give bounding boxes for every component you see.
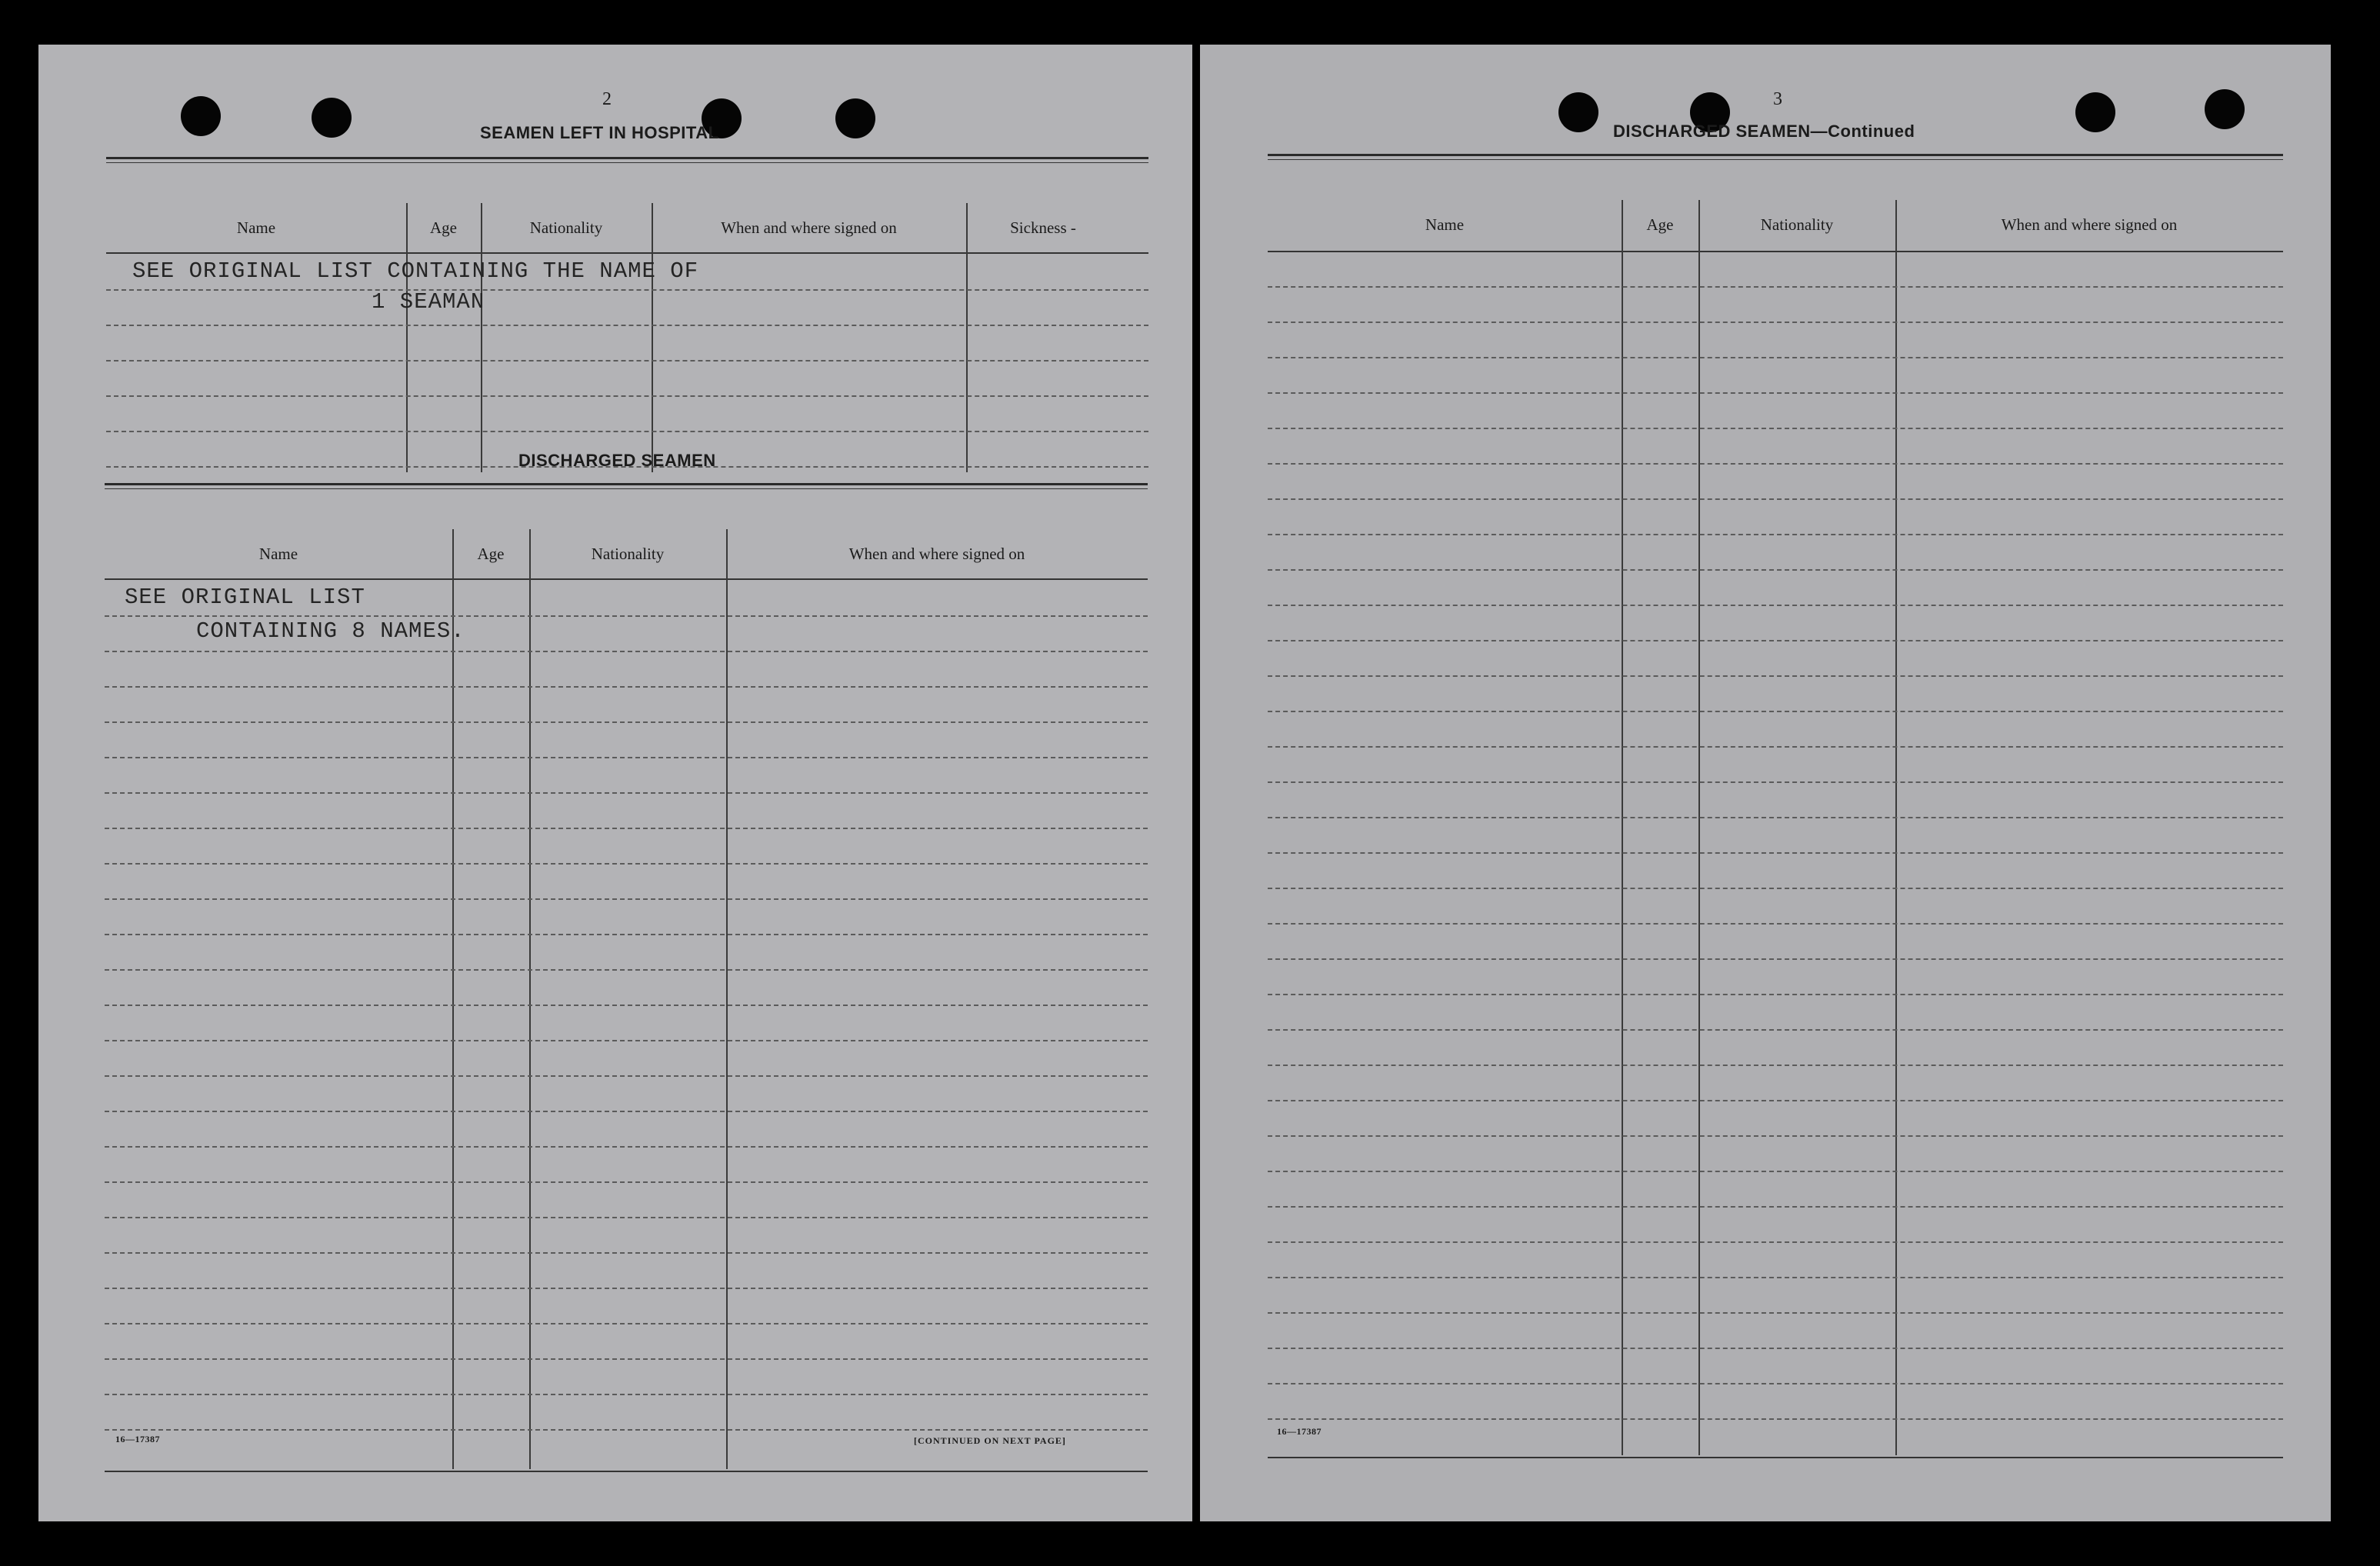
typed-note-hospital-2: 1 SEAMAN: [372, 289, 485, 315]
hospital-table: [106, 157, 1148, 472]
page-number: 3: [1773, 89, 1782, 109]
punch-hole-1: [1558, 92, 1598, 132]
discharged-continued-table: [1268, 154, 2283, 1461]
typed-note-discharged-1: SEE ORIGINAL LIST: [125, 585, 365, 610]
hospital-section-title: SEAMEN LEFT IN HOSPITAL: [480, 123, 719, 142]
form-number: 16—17387: [1277, 1426, 1322, 1437]
typed-note-discharged-2: CONTAINING 8 NAMES.: [196, 618, 465, 644]
col-header-nationality: Nationality: [529, 218, 603, 237]
col-header-signed-on: When and where signed on: [848, 545, 1025, 563]
col-header-age: Age: [1646, 215, 1674, 234]
left-page: [38, 45, 1192, 1521]
punch-hole-3: [2075, 92, 2115, 132]
col-header-nationality: Nationality: [1760, 215, 1834, 234]
right-page: [1200, 45, 2331, 1521]
col-header-signed-on: When and where signed on: [2001, 215, 2178, 234]
section-title: [1613, 122, 1915, 142]
punch-hole-2: [312, 98, 352, 138]
col-header-sickness: Sickness -: [1010, 218, 1076, 237]
col-header-age: Age: [477, 545, 505, 563]
punch-hole-4: [2205, 89, 2245, 129]
col-header-name: Name: [1425, 215, 1465, 234]
col-header-name: Name: [258, 545, 298, 563]
form-number: 16—17387: [115, 1434, 160, 1444]
col-header-age: Age: [430, 218, 457, 237]
page-number: 2: [602, 89, 612, 109]
typed-note-hospital-1: SEE ORIGINAL LIST CONTAINING THE NAME OF: [132, 258, 699, 284]
section-title-main: DISCHARGED SEAMEN: [1613, 122, 1811, 141]
section-title-suffix: —Continued: [1810, 122, 1915, 141]
col-header-nationality: Nationality: [591, 545, 665, 563]
col-header-name: Name: [236, 218, 276, 237]
punch-hole-4: [835, 98, 875, 138]
continued-note: [CONTINUED ON NEXT PAGE]: [914, 1435, 1066, 1446]
col-header-signed-on: When and where signed on: [721, 218, 897, 237]
punch-hole-1: [181, 96, 221, 136]
discharged-section-title: DISCHARGED SEAMEN: [518, 451, 716, 470]
